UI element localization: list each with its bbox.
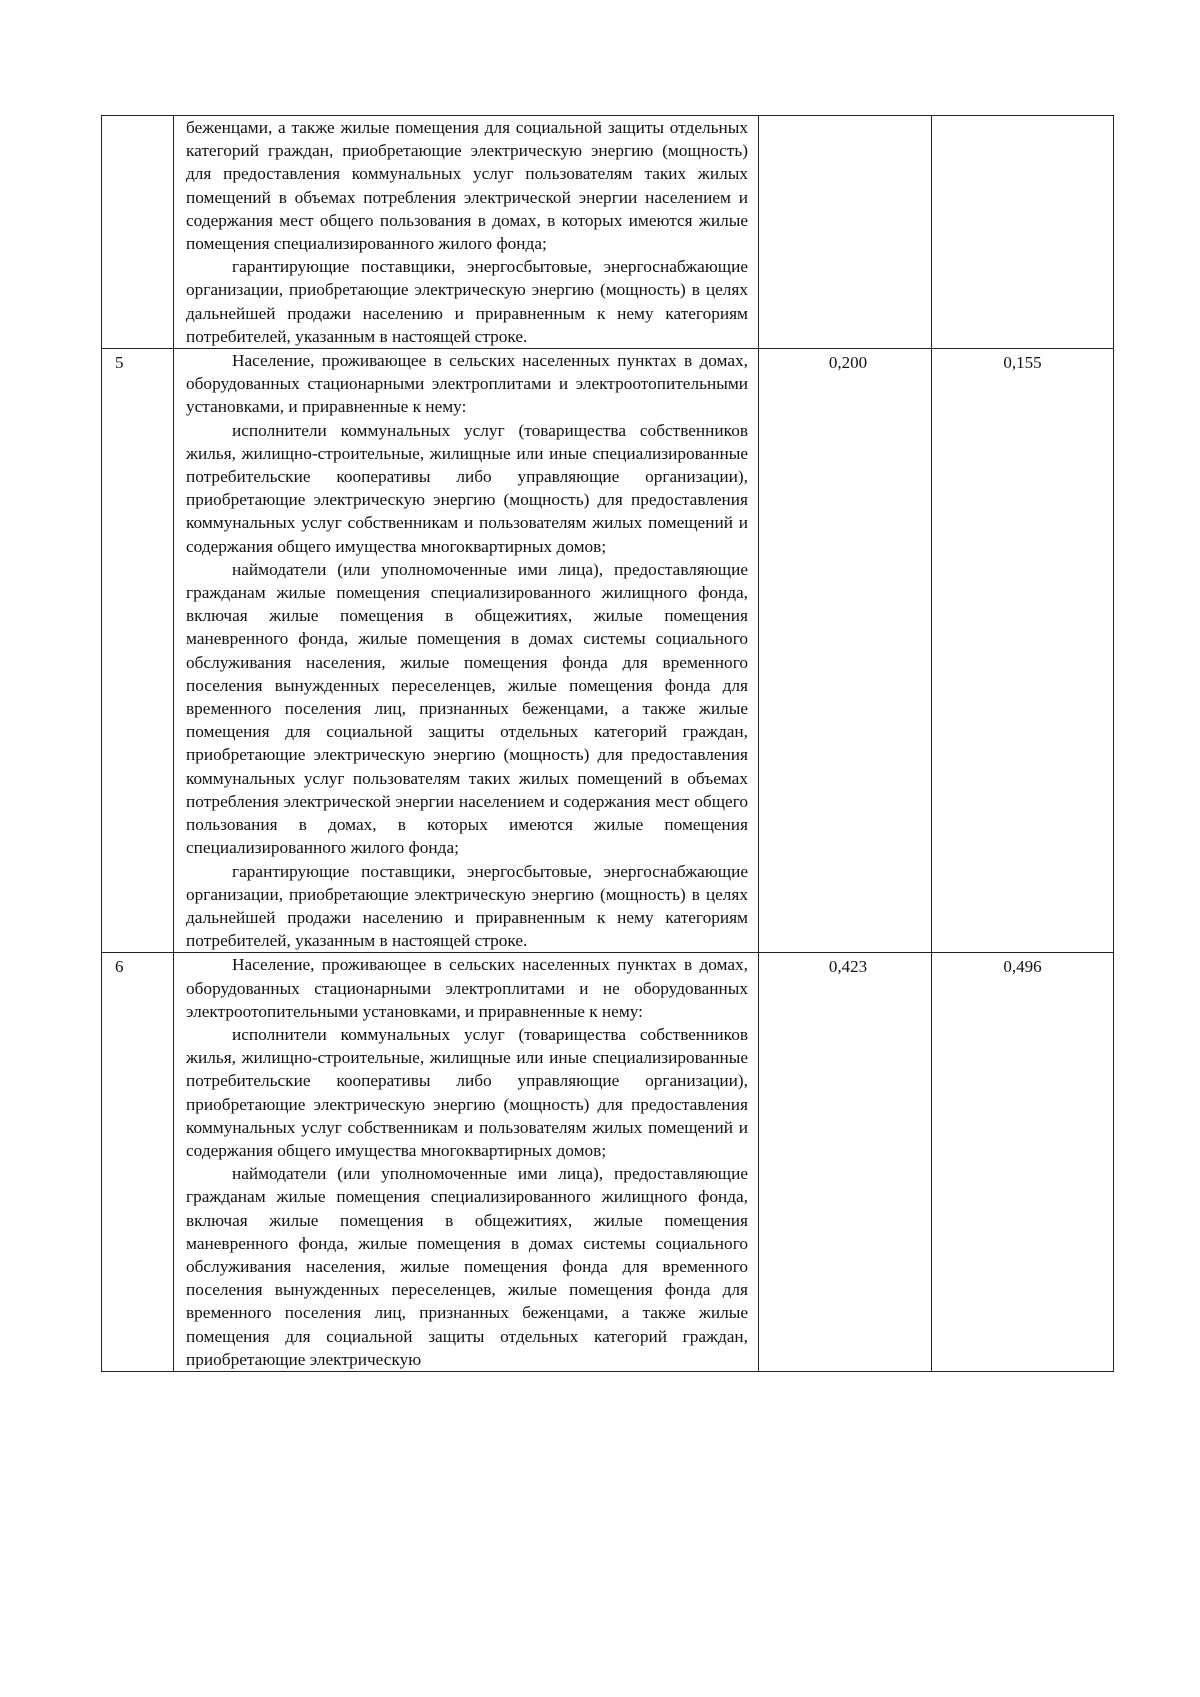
description-paragraph: гарантирующие поставщики, энергосбытовые, энергоснабжающие организации, приобретающие электрическую энергию (мощность) в целях дальнейшей продажи населению и приравненным к нему категориям потребителей, указанным в настоящей строке.	[186, 257, 748, 346]
description-paragraph: гарантирующие поставщики, энергосбытовые, энергоснабжающие организации, приобретающие электрическую энергию (мощность) в целях дальнейшей продажи населению и приравненным к нему категориям потребителей, указанным в настоящей строке.	[186, 861, 748, 951]
description-paragraph: беженцами, а также жилые помещения для социальной защиты отдельных категорий граждан, приобретающие электрическую энергию (мощность) для предоставления коммунальных услуг пользователям таких жилых помещений в объемах потребления электрической энергии населением и содержания мест общего пользования в домах, в которых имеются жилые помещения специализированного жилого фонда;	[186, 118, 748, 254]
tariff-value-1-cell	[759, 116, 932, 349]
description-cell	[174, 953, 759, 1372]
description-cell	[174, 116, 759, 349]
row-number-cell: 5	[102, 349, 174, 953]
tariff-value-2-cell: 0,155	[932, 349, 1114, 953]
description-paragraph: наймодатели (или уполномоченные ими лица), предоставляющие гражданам жилые помещения специализированного жилищного фонда, включая жилые помещения в общежитиях, жилые помещения маневренного фонда, жилые помещения в домах системы социального обслуживания населения, жилые помещения фонда для временного поселения вынужденных переселенцев, жилые помещения фонда для временного поселения лиц, признанных беженцами, а также жилые помещения для социальной защиты отдельных категорий граждан, приобретающие электрическую	[186, 1164, 748, 1369]
table-row	[102, 953, 1114, 1372]
tariff-value-1-cell: 0,200	[759, 349, 932, 953]
description-paragraph: Население, проживающее в сельских населенных пунктах в домах, оборудованных стационарными электроплитами и не оборудованных электроотопительными установками, и приравненные к нему:	[186, 955, 748, 1021]
row-number-cell: 6	[102, 953, 174, 1372]
tariff-value-1-cell: 0,423	[759, 953, 932, 1372]
tariff-value-2-cell: 0,496	[932, 953, 1114, 1372]
description-paragraph: исполнители коммунальных услуг (товарищества собственников жилья, жилищно-строительные, жилищные или иные специализированные потребительские кооперативы либо управляющие организации), приобретающие электрическую энергию (мощность) для предоставления коммунальных услуг собственникам и пользователям жилых помещений и содержания общего имущества многоквартирных домов;	[186, 1024, 748, 1160]
table-row	[102, 349, 1114, 953]
tariff-value-2-cell	[932, 116, 1114, 349]
description-paragraph: наймодатели (или уполномоченные ими лица), предоставляющие гражданам жилые помещения специализированного жилищного фонда, включая жилые помещения в общежитиях, жилые помещения маневренного фонда, жилые помещения в домах системы социального обслуживания населения, жилые помещения фонда для временного поселения вынужденных переселенцев, жилые помещения фонда для временного поселения лиц, признанных беженцами, а также жилые помещения для социальной защиты отдельных категорий граждан, приобретающие электрическую энергию (мощность) для предоставления коммунальных услуг пользователям таких жилых помещений в объемах потребления электрической энергии населением и содержания мест общего пользования в домах, в которых имеются жилые помещения специализированного жилого фонда;	[186, 559, 748, 858]
tariff-table	[101, 115, 1114, 1372]
row-number-cell	[102, 116, 174, 349]
description-cell	[174, 349, 759, 953]
description-paragraph: исполнители коммунальных услуг (товарищества собственников жилья, жилищно-строительные, жилищные или иные специализированные потребительские кооперативы либо управляющие организации), приобретающие электрическую энергию (мощность) для предоставления коммунальных услуг собственникам и пользователям жилых помещений и содержания общего имущества многоквартирных домов;	[186, 420, 748, 556]
table-row	[102, 116, 1114, 349]
tariff-table-page	[101, 115, 1113, 1372]
description-paragraph: Население, проживающее в сельских населенных пунктах в домах, оборудованных стационарными электроплитами и электроотопительными установками, и приравненные к нему:	[186, 351, 748, 417]
